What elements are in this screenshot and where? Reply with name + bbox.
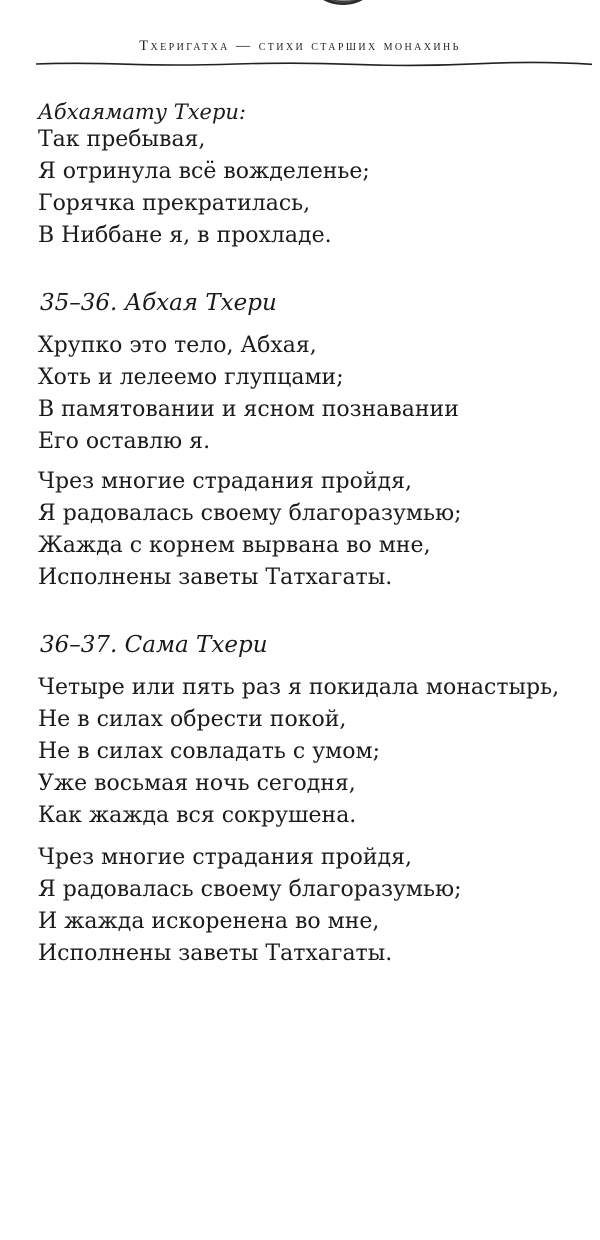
verse-line: В памятовании и ясном познавании bbox=[38, 397, 459, 422]
verse-line: И жажда искоренена во мне, bbox=[38, 909, 380, 934]
running-head: Тхеригатха — стихи старших монахинь bbox=[139, 38, 461, 54]
header-ornament bbox=[316, 0, 370, 8]
header-divider bbox=[36, 61, 592, 69]
verse-line: Я радовалась своему благоразумью; bbox=[38, 877, 462, 902]
verse-stanza bbox=[38, 672, 559, 832]
verse-line: Жажда с корнем вырвана во мне, bbox=[38, 533, 431, 558]
verse-line: Его оставлю я. bbox=[38, 429, 211, 454]
verse-line: Хрупко это тело, Абхая, bbox=[38, 333, 317, 358]
verse-line: Исполнены заветы Татхагаты. bbox=[38, 941, 393, 966]
verse-line: Чрез многие страдания пройдя, bbox=[38, 469, 412, 494]
verse-stanza bbox=[38, 466, 462, 594]
poem-heading: 35–36. Абхая Тхери bbox=[40, 290, 277, 316]
verse-line: Не в силах обрести покой, bbox=[38, 707, 347, 732]
verse-line: Чрез многие страдания пройдя, bbox=[38, 845, 412, 870]
poem-heading: 36–37. Сама Тхери bbox=[40, 632, 268, 658]
verse-line: Не в силах совладать с умом; bbox=[38, 739, 381, 764]
verse-line: Так пребывая, bbox=[38, 127, 206, 152]
verse-line: Я радовалась своему благоразумью; bbox=[38, 501, 462, 526]
verse-stanza bbox=[38, 330, 459, 458]
verse-stanza bbox=[38, 842, 462, 970]
verse-line: Хоть и лелеемо глупцами; bbox=[38, 365, 344, 390]
verse-line: В Ниббане я, в прохладе. bbox=[38, 223, 332, 248]
verse-line: Как жажда вся сокрушена. bbox=[38, 803, 357, 828]
verse-line: Исполнены заветы Татхагаты. bbox=[38, 565, 393, 590]
speaker-name: Абхаямату Тхери: bbox=[38, 100, 247, 124]
verse-line: Горячка прекратилась, bbox=[38, 191, 311, 216]
verse-stanza bbox=[38, 124, 370, 252]
verse-line: Я отринула всё вожделенье; bbox=[38, 159, 370, 184]
verse-line: Уже восьмая ночь сегодня, bbox=[38, 771, 356, 796]
verse-line: Четыре или пять раз я покидала монастырь, bbox=[38, 675, 560, 700]
